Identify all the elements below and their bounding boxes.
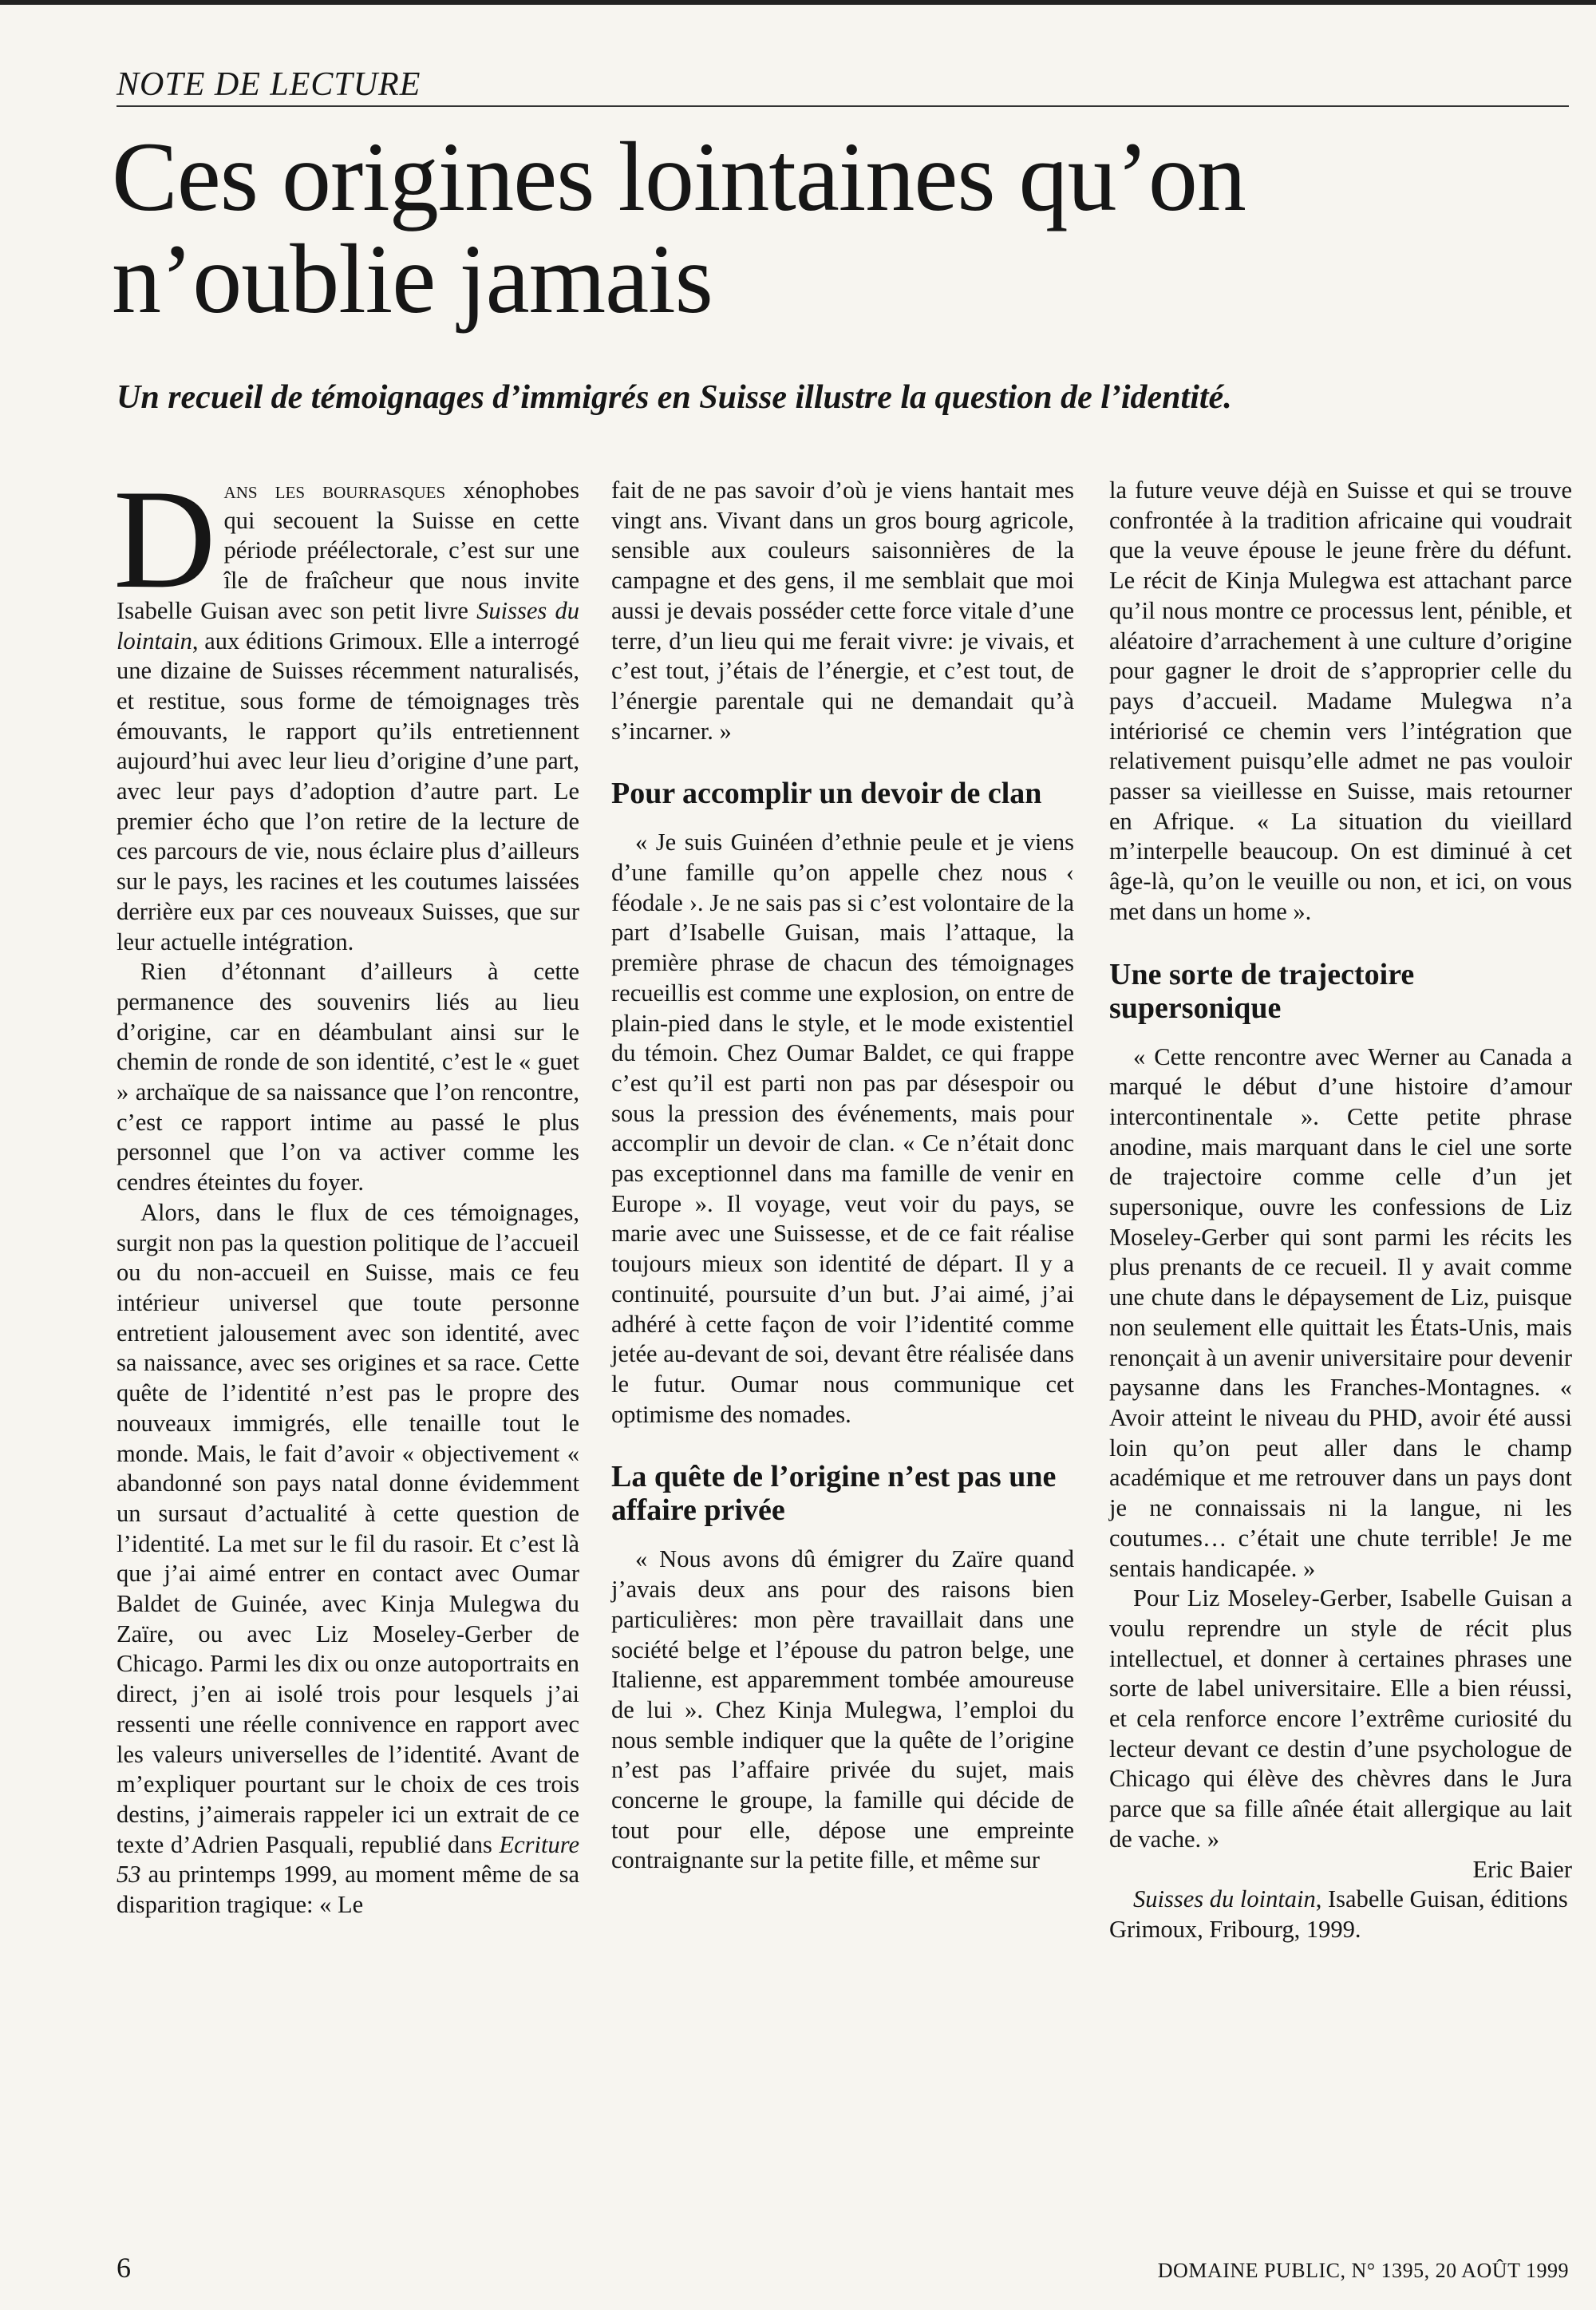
- paragraph: [113, 460, 580, 957]
- headline-line-1: Ces origines lointaines qu’on: [112, 122, 1246, 231]
- page-number: 6: [117, 2252, 131, 2284]
- text-span: , Isabelle Guisan, éditions Grimoux, Fribourg, 1999.: [1109, 1885, 1568, 1943]
- standfirst: Un recueil de témoignages d’immigrés en Suisse illustre la question de l’identité.: [117, 379, 1232, 416]
- text-span: Alors, dans le flux de ces témoignages, surgit non pas la question politique de l’accueil ou du non-accueil en Suisse, mais ce feu intérieur universel que toute personne entretient jalousement avec son identité, avec sa naissance, avec ses origines et sa race. Cette quête de l’identité n’est pas le propre des nouveaux immigrés, elle tenaille tout le monde. Mais, le fait d’avoir « objectivement « abandonné son pays natal donne évidemment un sursaut d’actualité à cette question de l’identité. La met sur le fil du rasoir. Et c’est là que j’ai aimé entrer en contact avec Oumar Baldet de Guinée, avec Kinja Mulegwa du Zaïre, ou avec Liz Moseley-Gerber de Chicago. Parmi les dix ou onze autoportraits en direct, j’en ai isolé trois pour lesquels j’ai ressenti une réelle connivence en rapport avec les valeurs universelles de l’identité. Avant de m’expliquer pourtant sur le choix de ces trois destins, j’aimerais rappeler ici un extrait de ce texte d’Adrien Pasquali, republié dans: [117, 1198, 579, 1858]
- article-column-1: [113, 460, 580, 1920]
- article-column-3: [1109, 476, 1572, 1945]
- book-reference: [1109, 1885, 1572, 1944]
- text-span: xénophobes qui secouent la Suisse en cette période préélectorale, c’est sur une île de fraîcheur que nous invite Isabelle Guisan avec son petit livre: [117, 477, 579, 624]
- top-rule: [0, 0, 1596, 5]
- publication-footer: DOMAINE PUBLIC, N° 1395, 20 AOÛT 1999: [1157, 2259, 1569, 2282]
- text-span: , aux éditions Grimoux. Elle a interrogé une dizaine de Suisses récemment naturalisés, et restitue, sous forme de témoignages très émouvants, le rapport qu’ils entretiennent aujourd’hui avec leur lieu d’origine d’une part, avec leur pays d’adoption d’autre part. Le premier écho que l’on retire de la lecture de ces parcours de vie, nous éclaire plus d’ailleurs sur le pays, les racines et les coutumes laissées derrière eux par ces nouveaux Suisses, que sur leur actuelle intégration.: [117, 627, 579, 955]
- kicker-rule: [117, 105, 1569, 107]
- paragraph: [117, 1198, 579, 1920]
- lead-in-smallcaps: ans les bourrasques: [223, 477, 446, 504]
- headline: [112, 122, 1548, 334]
- paragraph: « Nous avons dû émigrer du Zaïre quand j’avais deux ans pour des raisons bien particulières: mon père travaillait dans une société belge et l’épouse du patron belge, une Italienne, est apparemment tombée amoureuse de lui ». Chez Kinja Mulegwa, l’emploi du nous semble indiquer que la quête de l’origine n’est pas l’affaire privée du sujet, mais concerne le groupe, la famille qui décide de tout pour elle, dépose une empreinte contraignante sur la petite fille, et même sur: [611, 1545, 1074, 1874]
- headline-line-2: n’oublie jamais: [112, 224, 713, 334]
- book-title: Suisses du lointain: [117, 596, 580, 655]
- drop-cap: D: [113, 460, 216, 618]
- subheading: La quête de l’origine n’est pas une affaire privée: [611, 1460, 1057, 1528]
- subheading: Une sorte de trajectoire supersonique: [1109, 957, 1415, 1025]
- paragraph: « Cette rencontre avec Werner au Canada a marqué le début d’une histoire d’amour intercontinentale ». Cette petite phrase anodine, mais marquant dans le ciel une sorte de trajectoire comme celle d’un jet supersonique, ouvre les confessions de Liz Moseley-Gerber qui sont parmi les récits les plus prenants de ce recueil. Il y avait comme une chute dans le dépaysement de Liz, puisque non seulement elle quittait les États-Unis, mais renonçait à un avenir universitaire pour devenir paysanne dans les Franches-Montagnes. « Avoir atteint le niveau du PHD, avoir été aussi loin qu’on peut aller dans le champ académique et me retrouver dans un pays dont je ne connaissais ni la langue, ni les coutumes… c’était une chute terrible! Je me sentais handicapée. »: [1109, 1042, 1572, 1582]
- paragraph: la future veuve déjà en Suisse et qui se trouve confrontée à la tradition africaine qui voudrait que la veuve épouse le jeune frère du défunt. Le récit de Kinja Mulegwa est attachant parce qu’il nous montre ce processus lent, pénible, et aléatoire d’arrachement à une culture d’origine pour gagner le droit de s’approprier celle du pays d’accueil. Madame Mulegwa n’a intériorisé ce chemin vers l’intégration que relativement puisqu’elle admet ne pas vouloir passer sa vieillesse en Suisse, mais retourner en Afrique. « La situation du vieillard m’interpelle beaucoup. On est diminué à cet âge-là, qu’on le veuille ou non, et ici, on vous met dans un home ».: [1109, 477, 1572, 925]
- article-column-2: [611, 476, 1074, 1876]
- paragraph: Rien d’étonnant d’ailleurs à cette permanence des souvenirs liés au lieu d’origine, car en déambulant ainsi sur le chemin de ronde de son identité, c’est le « guet » archaïque de sa naissance que l’on rencontre, c’est ce rapport intime au passé le plus personnel que l’on va activer comme les cendres éteintes du foyer.: [117, 958, 579, 1197]
- text-span: au printemps 1999, au moment même de sa disparition tragique: « Le: [117, 1861, 579, 1919]
- journal-title: Ecriture 53: [117, 1830, 579, 1889]
- subheading: Pour accomplir un devoir de clan: [611, 777, 1042, 811]
- paragraph: Pour Liz Moseley-Gerber, Isabelle Guisan a voulu reprendre un style de récit plus intellectuel, et donner à certaines phrases une sorte de label universitaire. Elle a bien réussi, et cela renforce encore l’extrême curiosité du lecteur devant ce destin d’une psychologue de Chicago qui élève des chèvres dans le Jura parce que sa fille aînée était allergique au lait de vache. »: [1109, 1584, 1572, 1853]
- paragraph: fait de ne pas savoir d’où je viens hantait mes vingt ans. Vivant dans un gros bourg agricole, sensible aux couleurs saisonnières de la campagne et des gens, il me semblait que moi aussi je devais posséder cette force vitale d’une terre, d’un lieu qui me ferait vivre: je vivais, et c’est tout, j’étais de l’énergie, et c’est tout, de l’énergie parentale qui ne demandait qu’à s’incarner. »: [611, 477, 1074, 745]
- section-kicker: NOTE DE LECTURE: [117, 66, 421, 103]
- author-signature: Eric Baier: [1472, 1855, 1572, 1883]
- book-title: Suisses du lointain: [1133, 1885, 1316, 1913]
- paragraph: « Je suis Guinéen d’ethnie peule et je viens d’une famille qu’on appelle chez nous ‹ féodale ›. Je ne sais pas si c’est volontaire de la part d’Isabelle Guisan, mais l’attaque, la première phrase de chacun des témoignages recueillis est comme une explosion, on entre de plain-pied dans le style, et le mode existentiel du témoin. Chez Oumar Baldet, ce qui frappe c’est qu’il est parti non pas par désespoir ou sous la pression des événements, mais pour accomplir un devoir de clan. « Ce n’était donc pas exceptionnel dans ma famille de venir en Europe ». Il voyage, veut voir du pays, se marie avec une Suissesse, et de ce fait réalise toujours mieux son identité de départ. Il y a continuité, poursuite d’un but. J’ai aimé, j’ai adhéré à cette façon de voir l’identité comme jetée au-devant de soi, devant être réalisée dans le futur. Oumar nous communique cet optimisme des nomades.: [611, 829, 1074, 1428]
